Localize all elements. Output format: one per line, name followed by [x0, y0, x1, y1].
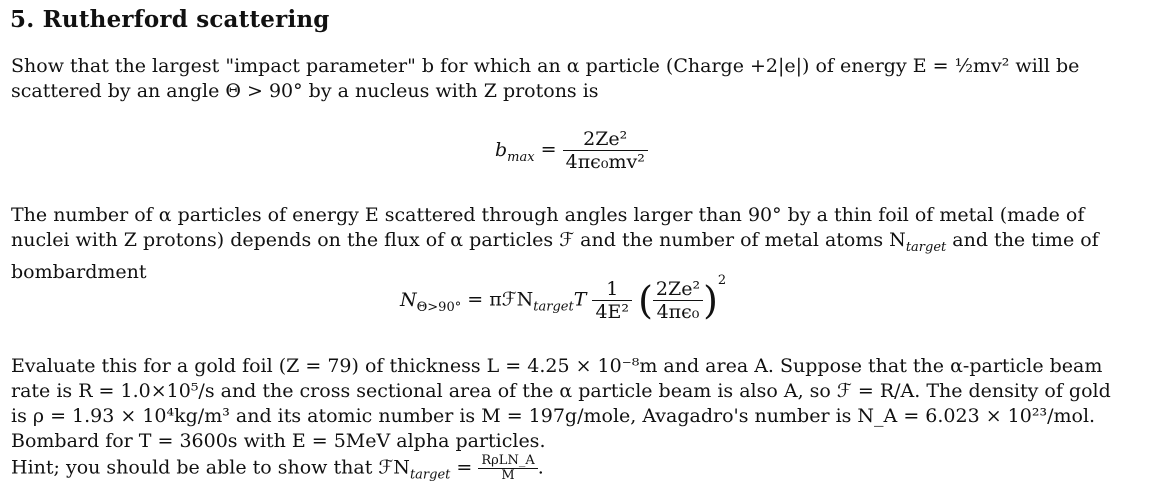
equation-bmax-numerator: 2Ze² — [563, 128, 648, 151]
equation-N-fraction-2 — [653, 278, 703, 323]
paragraph-flux-line-1: The number of α particles of energy E scattered through angles larger than 90° by a thin foil of metal (made of — [11, 204, 1085, 226]
paragraph-flux-line-2: nuclei with Z protons) depends on the flux of α particles ℱ and the number of metal atoms $N_{target}$ and the time of — [11, 229, 1099, 255]
paragraph-intro-line-1: Show that the largest "impact parameter" b for which an α particle (Charge +2|e|) of energy E = ½mv² will be — [11, 55, 1080, 77]
equation-N: $N_{\Theta>90^\circ}$ = πℱN$_{target}$T $\frac{1}{\text{4E²}}$ ( $\frac{\text{2Ze²}}{\text{4πϵ₀}}$ )$^2$ — [400, 273, 727, 323]
paragraph-hint: Hint; you should be able to show that ℱN$_{target}$ = $\frac{\text{RρLN\_A}}{M}$ . — [11, 453, 544, 483]
section-title: 5. Rutherford scattering — [10, 6, 330, 33]
equation-bmax-denominator: 4πϵ₀mv² — [565, 151, 645, 173]
paragraph-evaluate-line-4: Bombard for T = 3600s with E = 5MeV alpha particles. — [11, 430, 546, 452]
paragraph-intro-line-2: scattered by an angle Θ > 90° by a nucleus with Z protons is — [11, 80, 599, 102]
paragraph-evaluate-line-3: is ρ = 1.93 × 10⁴kg/m³ and its atomic number is M = 197g/mole, Avagadro's number is N_A = 6.023 × 10²³/mol. — [11, 405, 1096, 427]
equation-N-fraction-2-num: 2Ze² — [653, 278, 703, 301]
equation-bmax: $b_{max}$ = $\frac{\text{2Ze²}}{\text{4πϵ₀mv²}}$ — [495, 128, 648, 173]
equation-N-fraction-1-num: 1 — [592, 278, 632, 301]
equation-N-power: 2 — [717, 273, 727, 289]
equation-bmax-fraction — [563, 128, 648, 173]
paragraph-evaluate-line-1: Evaluate this for a gold foil (Z = 79) of thickness L = 4.25 × 10⁻⁸m and area A. Suppose that the α-particle beam — [11, 355, 1103, 377]
paragraph-evaluate-line-2: rate is R = 1.0×10⁵/s and the cross sectional area of the α particle beam is also A, so ℱ = R/A. The density of gold — [11, 380, 1111, 402]
paragraph-flux — [11, 203, 1151, 285]
equation-N-fraction-1 — [592, 278, 632, 323]
paragraph-flux-line-3: bombardment — [11, 260, 147, 283]
equation-N-fraction-2-den: 4πϵ₀ — [656, 301, 700, 323]
equation-N-lhs: $N_{\Theta>90^\circ}$ — [400, 288, 462, 315]
equation-N-fraction-1-den: 4E² — [595, 301, 630, 323]
hint-fraction: $\frac{\text{RρLN\_A}}{M}$ — [478, 454, 537, 483]
paragraph-evaluate — [11, 354, 1151, 487]
equation-bmax-lhs: $b_{max}$ — [495, 138, 535, 165]
paragraph-intro — [11, 54, 1151, 104]
